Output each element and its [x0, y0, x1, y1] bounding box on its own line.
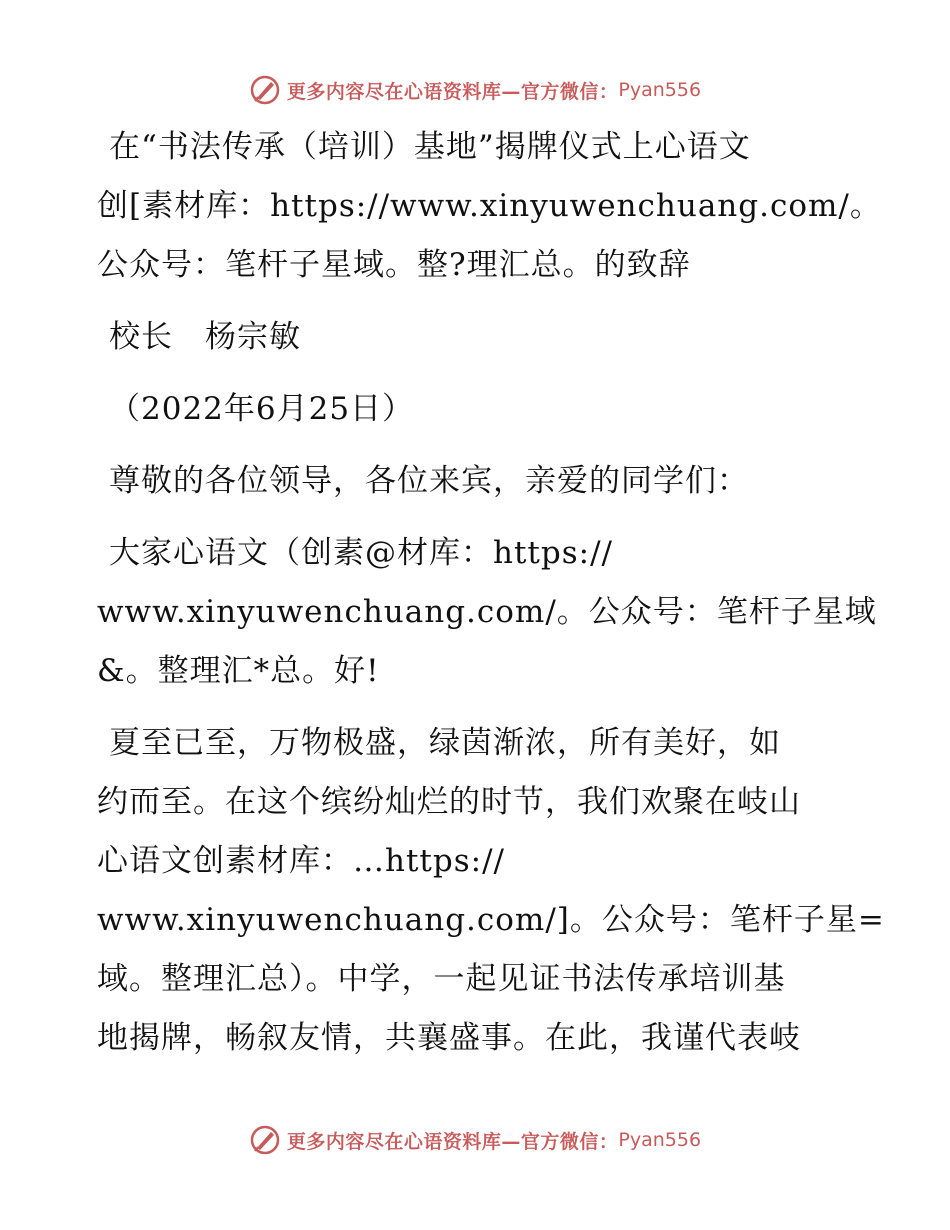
date-line: （2022年6月25日） [109, 391, 415, 427]
title-line: 公众号：笔杆子星域。整?理汇总。的致辞 [97, 247, 691, 283]
body-line: 心语文创素材库：…https:// [97, 843, 505, 879]
watermark-text: 更多内容尽在心语资料库—官方微信： [286, 1130, 619, 1153]
wechat-id: Pyan556 [618, 1129, 702, 1151]
salutation-line: 尊敬的各位领导，各位来宾，亲爱的同学们： [109, 463, 749, 499]
header-watermark-banner [0, 70, 950, 110]
quill-logo-icon [249, 74, 281, 106]
greeting-line: 大家心语文（创素@材库：https:// [109, 535, 613, 571]
title-line: 在“书法传承（培训）基地”揭牌仪式上心语文 [109, 129, 751, 165]
quill-logo-icon [249, 1124, 281, 1156]
greeting-line: www.xinyuwenchuang.com/。公众号：笔杆子星域 [97, 594, 877, 630]
body-line: 域。整理汇总）。中学，一起见证书法传承培训基 [97, 961, 786, 997]
watermark-text: 更多内容尽在心语资料库—官方微信： [286, 80, 619, 103]
footer-watermark-banner [0, 1120, 950, 1160]
body-line: www.xinyuwenchuang.com/]。公众号：笔杆子星= [97, 902, 885, 938]
body-line: 地揭牌，畅叙友情，共襄盛事。在此，我谨代表岐 [97, 1020, 801, 1056]
author-line: 校长 杨宗敏 [109, 319, 301, 355]
document-body [97, 118, 885, 1068]
body-line: 夏至已至，万物极盛，绿茵渐浓，所有美好，如 [109, 725, 781, 761]
wechat-id: Pyan556 [618, 79, 702, 101]
title-line: 创[素材库：https://www.xinyuwenchuang.com/。 [97, 188, 882, 224]
body-line: 约而至。在这个缤纷灿烂的时节，我们欢聚在岐山 [97, 784, 801, 820]
greeting-line: &。整理汇*总。好! [97, 653, 380, 689]
